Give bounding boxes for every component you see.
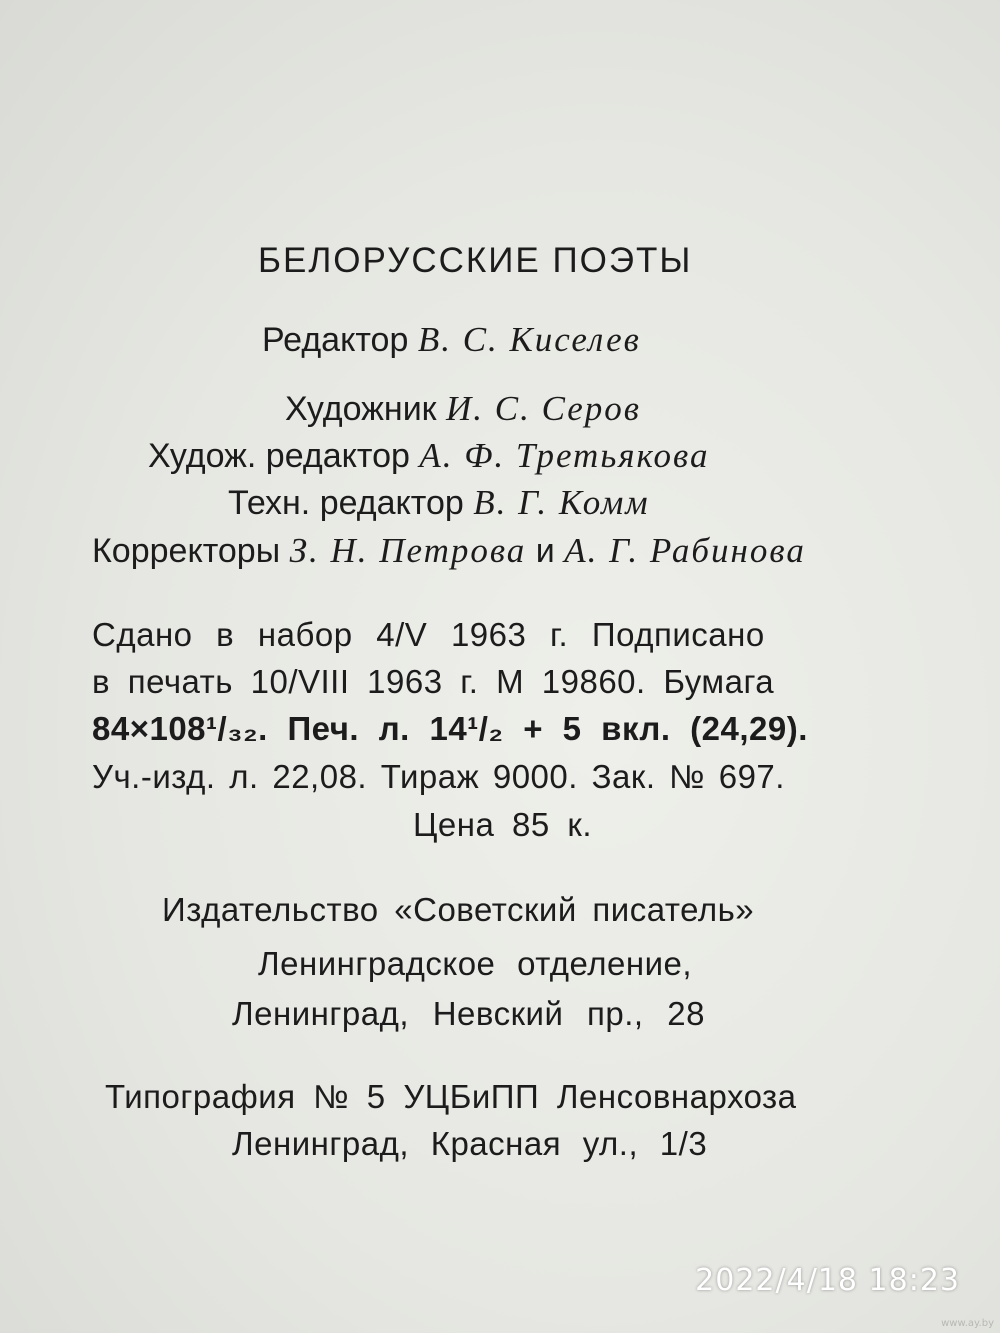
print-details-line-4: Уч.-изд. л. 22,08. Тираж 9000. Зак. № 697. (92, 758, 785, 795)
print-details-line-3: 84×108¹/₃₂. Печ. л. 14¹/₂ + 5 вкл. (24,29). (92, 710, 808, 747)
printer-line-1: Типография № 5 УЦБиПП Ленсовнархоза (105, 1078, 797, 1115)
credit-proofreaders (92, 533, 806, 568)
credit-editor-label: Редактор (262, 321, 409, 359)
print-details-line-1: Сдано в набор 4/V 1963 г. Подписано (92, 616, 765, 653)
credit-art-editor-name: А. Ф. Третьякова (419, 436, 710, 475)
credit-editor (262, 322, 641, 357)
credit-tech-editor-label: Техн. редактор (228, 484, 464, 522)
credit-art-editor (148, 438, 710, 473)
credit-art-editor-label: Худож. редактор (148, 437, 410, 475)
credit-tech-editor (228, 485, 650, 520)
credit-proofreader-1: З. Н. Петрова (289, 531, 527, 570)
credit-proofreader-2: А. Г. Рабинова (564, 531, 806, 570)
credit-artist-name: И. С. Серов (446, 389, 641, 428)
credit-proofreaders-label: Корректоры (92, 532, 281, 570)
publisher-line-2: Ленинградское отделение, (258, 945, 693, 982)
credit-proofreaders-conjunction: и (535, 532, 555, 570)
publisher-line-1: Издательство «Советский писатель» (162, 891, 755, 928)
credit-editor-name: В. С. Киселев (417, 320, 641, 359)
credit-artist (285, 391, 641, 426)
photo-timestamp: 2022/4/18 18:23 (695, 1263, 960, 1298)
book-title: БЕЛОРУССКИЕ ПОЭТЫ (258, 241, 693, 280)
publisher-line-3: Ленинград, Невский пр., 28 (232, 995, 705, 1032)
credit-artist-label: Художник (285, 390, 437, 428)
print-details-line-2: в печать 10/VIII 1963 г. М 19860. Бумага (92, 663, 775, 700)
printer-line-2: Ленинград, Красная ул., 1/3 (232, 1125, 708, 1162)
credit-tech-editor-name: В. Г. Комм (473, 483, 650, 522)
watermark: www.ay.by (941, 1318, 994, 1329)
print-details-line-5: Цена 85 к. (413, 806, 592, 843)
